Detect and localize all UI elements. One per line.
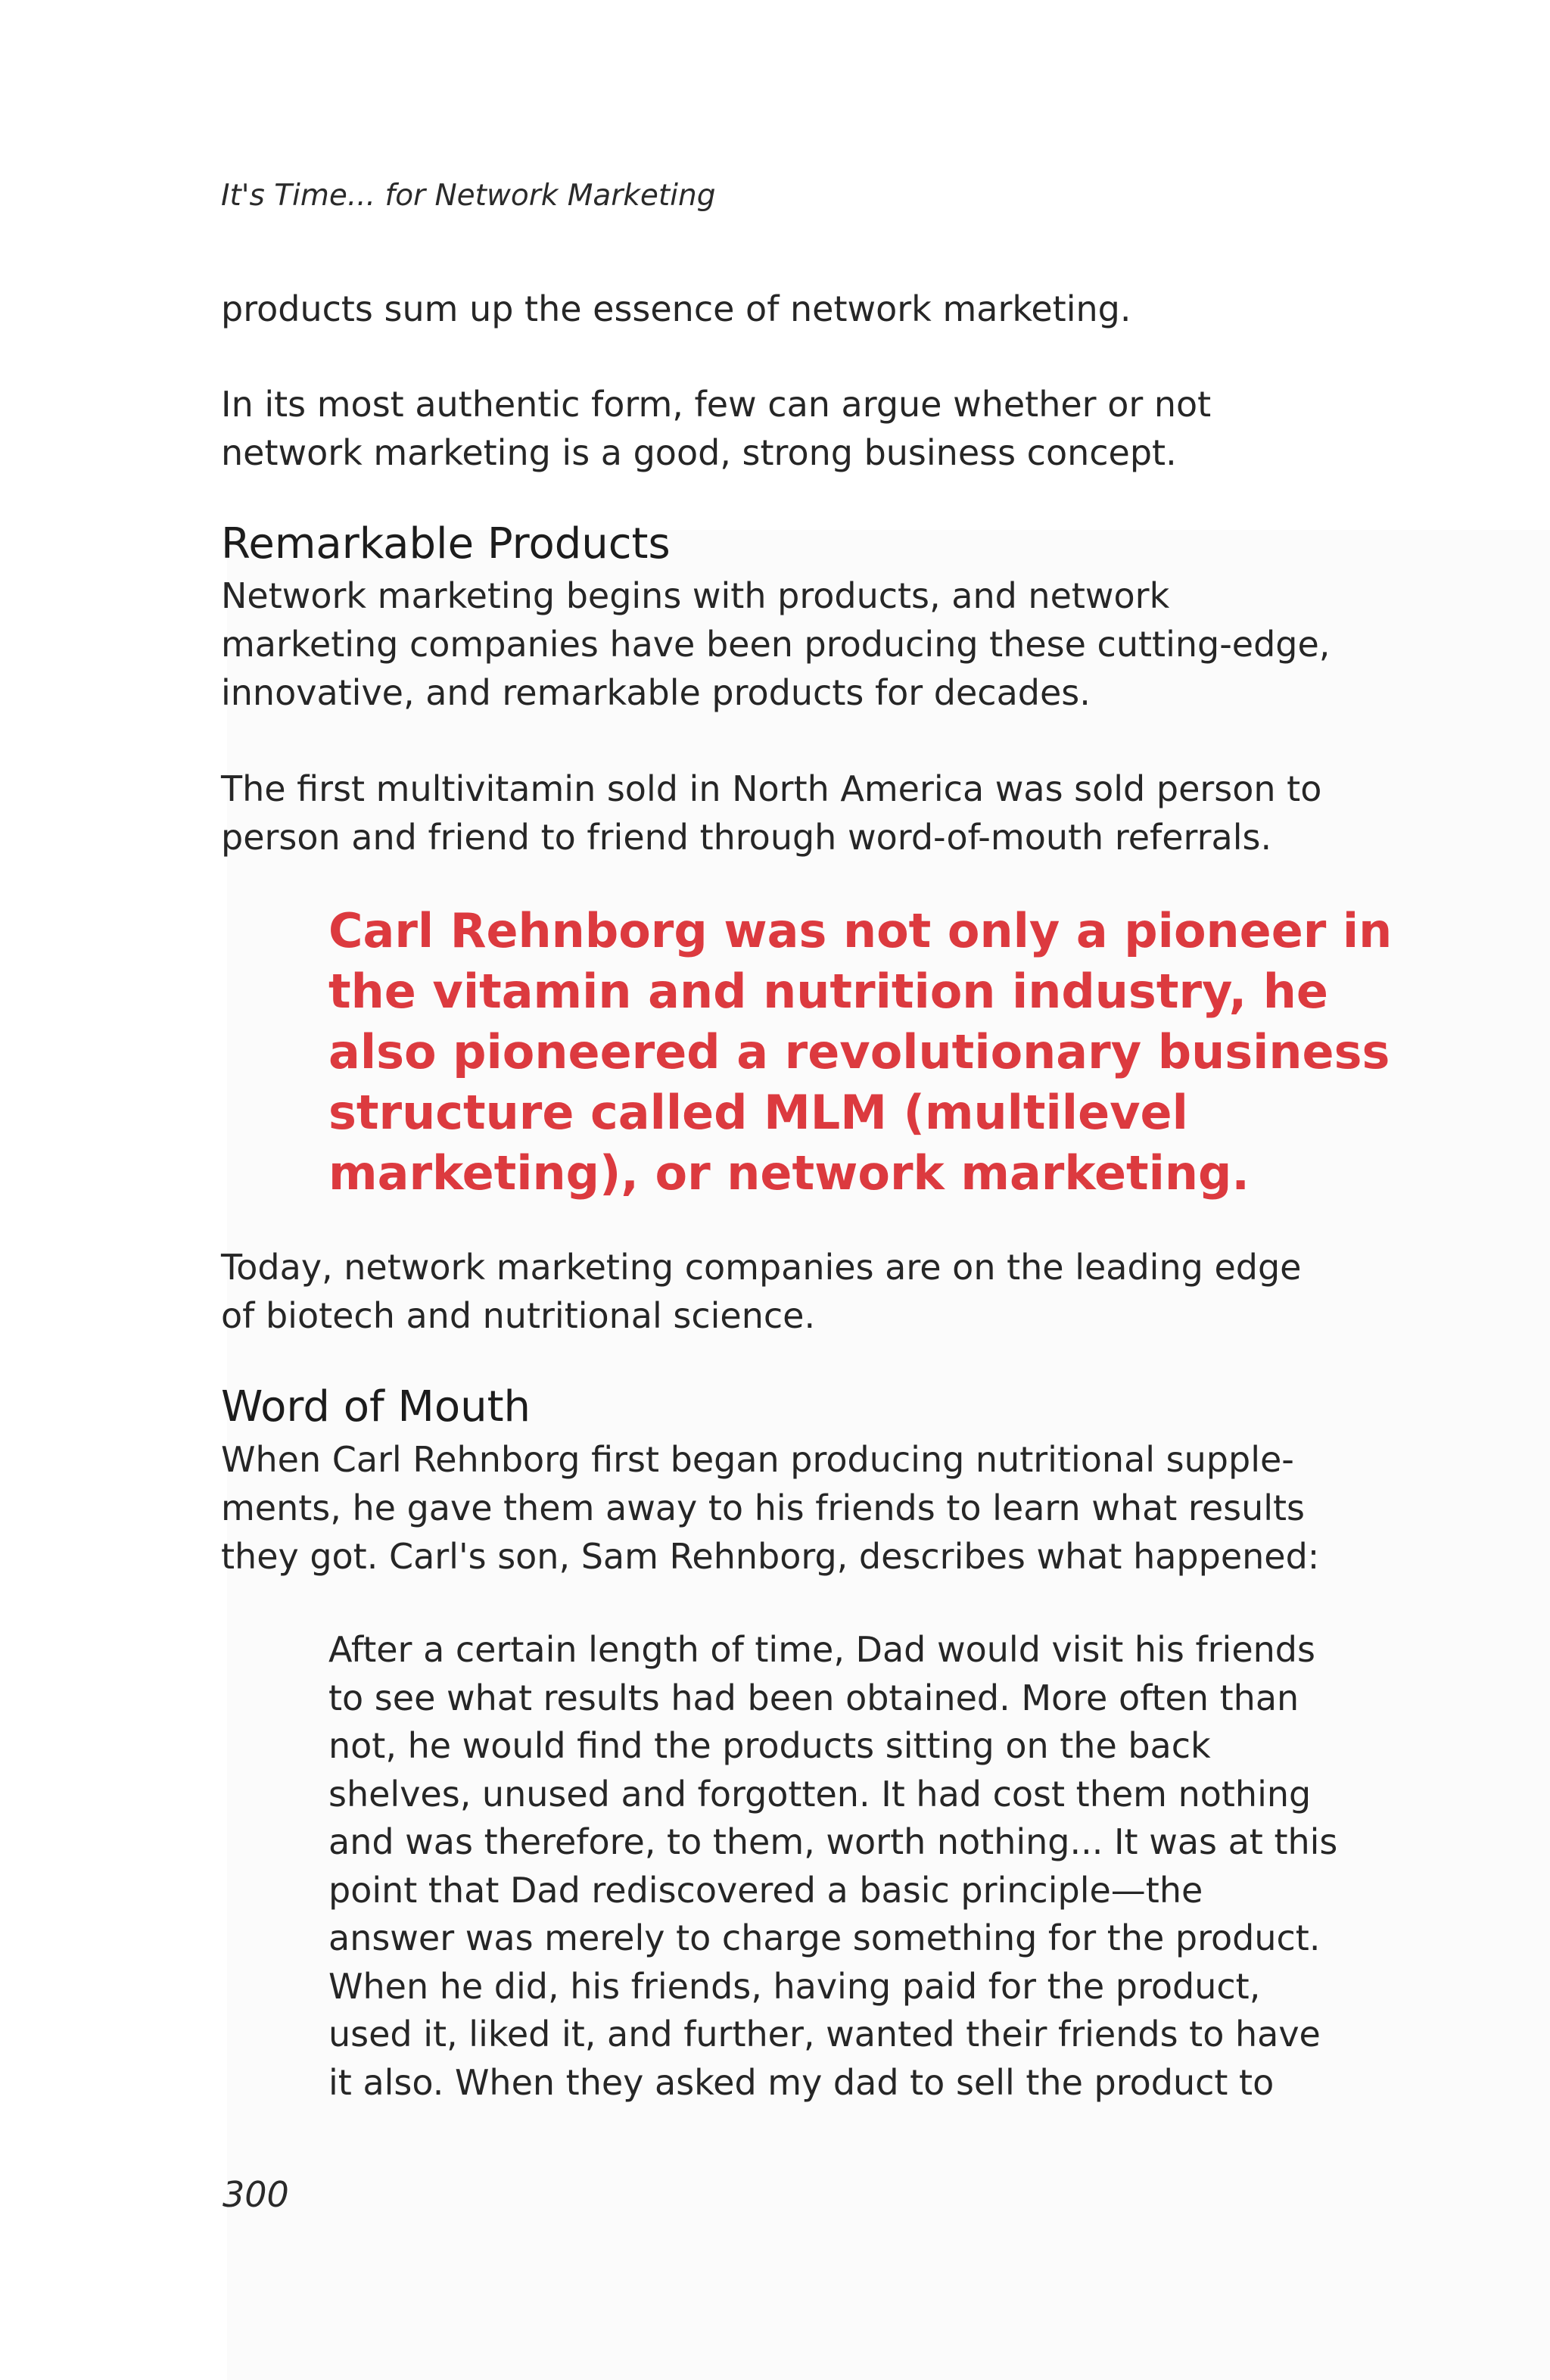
- block-quote-line: and was therefore, to them, worth nothing... It was at this: [328, 1821, 1338, 1862]
- text-line: ments, he gave them away to his friends to learn what results: [221, 1488, 1306, 1528]
- text-line: innovative, and remarkable products for decades.: [221, 672, 1091, 713]
- pull-quote-line: the vitamin and nutrition industry, he: [328, 964, 1328, 1019]
- text-line: When Carl Rehnborg first began producing nutritional supple-: [221, 1439, 1294, 1480]
- text-line: In its most authentic form, few can argue whether or not: [221, 384, 1212, 425]
- block-quote-line: answer was merely to charge something for the product.: [328, 1917, 1321, 1958]
- text-line: they got. Carl's son, Sam Rehnborg, describes what happened:: [221, 1536, 1320, 1577]
- block-quote-line: point that Dad rediscovered a basic principle—the: [328, 1869, 1203, 1911]
- block-quote-line: When he did, his friends, having paid for the product,: [328, 1965, 1261, 2007]
- pull-quote: [328, 901, 1393, 1204]
- paragraph-intro-end: [221, 285, 1334, 333]
- paragraph-first-multivitamin: [221, 765, 1334, 861]
- text-line: of biotech and nutritional science.: [221, 1295, 816, 1336]
- section-heading-word-of-mouth: Word of Mouth: [221, 1382, 531, 1431]
- block-quote-line: shelves, unused and forgotten. It had cost them nothing: [328, 1773, 1312, 1815]
- section-heading-remarkable-products: Remarkable Products: [221, 519, 671, 569]
- block-quote-sam-rehnborg: [328, 1626, 1338, 2107]
- block-quote-line: to see what results had been obtained. More often than: [328, 1677, 1299, 1718]
- pull-quote-line: also pioneered a revolutionary business: [328, 1024, 1390, 1079]
- text-line: Network marketing begins with products, and network: [221, 575, 1170, 616]
- pull-quote-line: Carl Rehnborg was not only a pioneer in: [328, 903, 1393, 958]
- paragraph-today: [221, 1243, 1334, 1340]
- text-line: The first multivitamin sold in North America was sold person to: [221, 768, 1322, 809]
- running-head: It's Time... for Network Marketing: [221, 179, 716, 213]
- pull-quote-line: marketing), or network marketing.: [328, 1145, 1250, 1201]
- text-line: network marketing is a good, strong business concept.: [221, 432, 1177, 473]
- text-line: products sum up the essence of network marketing.: [221, 288, 1131, 329]
- block-quote-line: not, he would find the products sitting on the back: [328, 1725, 1211, 1766]
- text-line: Today, network marketing companies are on the leading edge: [221, 1247, 1302, 1288]
- paragraph-word-of-mouth: [221, 1435, 1334, 1581]
- page-number: 300: [223, 2174, 289, 2215]
- pull-quote-line: structure called MLM (multilevel: [328, 1085, 1188, 1140]
- text-line: marketing companies have been producing these cutting-edge,: [221, 624, 1331, 665]
- text-line: person and friend to friend through word-of-mouth referrals.: [221, 817, 1272, 858]
- block-quote-line: used it, liked it, and further, wanted their friends to have: [328, 2014, 1321, 2054]
- paragraph-authentic-form: [221, 380, 1334, 477]
- block-quote-line: it also. When they asked my dad to sell the product to: [328, 2061, 1275, 2103]
- paragraph-remarkable-products: [221, 572, 1334, 717]
- block-quote-line: After a certain length of time, Dad would visit his friends: [328, 1629, 1315, 1670]
